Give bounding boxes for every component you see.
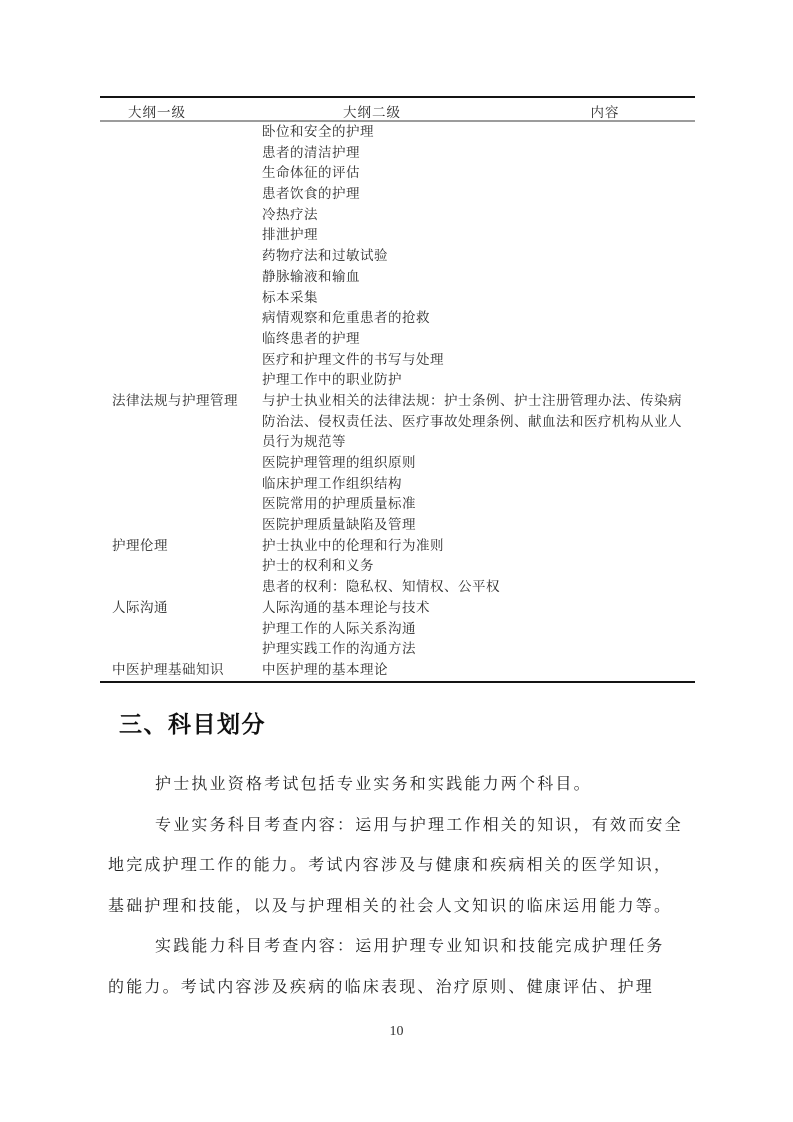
paragraph-line: 护士执业资格考试包括专业实务和实践能力两个科目。 (155, 776, 592, 793)
outline-level1-cell: 人际沟通 (112, 599, 168, 615)
outline-level2-cell: 中医护理的基本理论 (262, 661, 388, 677)
table-row (100, 205, 695, 226)
outline-level2-cell: 标本采集 (262, 289, 318, 305)
table-row (100, 370, 695, 391)
table-row (100, 598, 695, 619)
outline-level2-cell: 人际沟通的基本理论与技术 (262, 599, 430, 615)
table-header-row (100, 98, 695, 122)
outline-level2-cell: 临床护理工作组织结构 (262, 475, 402, 491)
table-header-outline-level2: 大纲二级 (343, 105, 401, 120)
outline-level2-cell: 护理工作中的职业防护 (262, 372, 402, 388)
outline-level2-cell: 医疗和护理文件的书写与处理 (262, 351, 444, 367)
outline-level2-cell: 患者饮食的护理 (262, 186, 360, 202)
table-row (100, 639, 695, 660)
outline-level2-cell: 病情观察和危重患者的抢救 (262, 310, 430, 326)
table-row (100, 536, 695, 557)
table-row (100, 163, 695, 184)
table-row (100, 412, 695, 433)
outline-level2-cell: 冷热疗法 (262, 206, 318, 222)
outline-level2-cell: 卧位和安全的护理 (262, 124, 374, 139)
table-row (100, 184, 695, 205)
table-row (100, 143, 695, 164)
outline-level2-cell: 静脉输液和输血 (262, 268, 360, 284)
table-row (100, 288, 695, 309)
outline-level2-cell: 医院常用的护理质量标准 (262, 496, 416, 512)
page-number: 10 (389, 1024, 404, 1039)
outline-level2-cell: 护士执业中的伦理和行为准则 (262, 537, 444, 553)
table-row (100, 494, 695, 515)
section-heading: 三、科目划分 (119, 712, 266, 738)
outline-level2-cell: 药物疗法和过敏试验 (262, 248, 388, 264)
table-row (100, 308, 695, 329)
table-row (100, 329, 695, 350)
outline-level2-cell: 生命体征的评估 (262, 165, 360, 181)
outline-level2-cell: 护理实践工作的沟通方法 (262, 641, 416, 657)
paragraph-line: 的能力。考试内容涉及疾病的临床表现、治疗原则、健康评估、护理 (108, 978, 655, 996)
outline-level2-cell: 医院护理质量缺陷及管理 (262, 517, 416, 533)
table-row (100, 619, 695, 640)
outline-level1-cell: 护理伦理 (112, 537, 168, 553)
table-row (100, 453, 695, 474)
table-row (100, 122, 695, 143)
table-row (100, 225, 695, 246)
table-row (100, 577, 695, 598)
paragraph-line: 实践能力科目考查内容：运用护理专业知识和技能完成护理任务 (155, 938, 665, 955)
outline-level2-cell: 医院护理管理的组织原则 (262, 455, 416, 470)
syllabus-table (100, 96, 695, 683)
outline-level2-cell: 临终患者的护理 (262, 330, 360, 346)
table-row (100, 267, 695, 288)
paragraphs (108, 765, 708, 1008)
table-row (100, 660, 695, 681)
table-row (100, 474, 695, 495)
table-header-outline-level1: 大纲一级 (128, 105, 186, 120)
table-body (100, 122, 695, 681)
outline-level2-cell: 与护士执业相关的法律法规：护士条例、护士注册管理办法、传染病 (262, 392, 682, 408)
table-row (100, 515, 695, 536)
table-row (100, 432, 695, 453)
outline-level2-cell: 防治法、侵权责任法、医疗事故处理条例、献血法和医疗机构从业人 (262, 413, 682, 429)
table-header-content: 内容 (590, 105, 620, 120)
outline-level1-cell: 中医护理基础知识 (112, 661, 224, 677)
outline-level2-cell: 排泄护理 (262, 227, 318, 243)
outline-level2-cell: 员行为规范等 (262, 434, 346, 450)
table-row (100, 246, 695, 267)
table-row (100, 556, 695, 577)
table-row (100, 391, 695, 412)
paragraph-line: 基础护理和技能，以及与护理相关的社会人文知识的临床运用能力等。 (108, 897, 673, 915)
outline-level1-cell: 法律法规与护理管理 (112, 392, 238, 408)
outline-level2-cell: 患者的权利：隐私权、知情权、公平权 (262, 579, 500, 595)
outline-level2-cell: 护理工作的人际关系沟通 (262, 620, 416, 636)
outline-level2-cell: 患者的清洁护理 (262, 144, 360, 160)
outline-level2-cell: 护士的权利和义务 (262, 558, 374, 574)
paragraph-line: 专业实务科目考查内容：运用与护理工作相关的知识，有效而安全 (155, 816, 683, 834)
paragraph-line: 地完成护理工作的能力。考试内容涉及与健康和疾病相关的医学知识， (108, 857, 673, 874)
table-row (100, 350, 695, 371)
